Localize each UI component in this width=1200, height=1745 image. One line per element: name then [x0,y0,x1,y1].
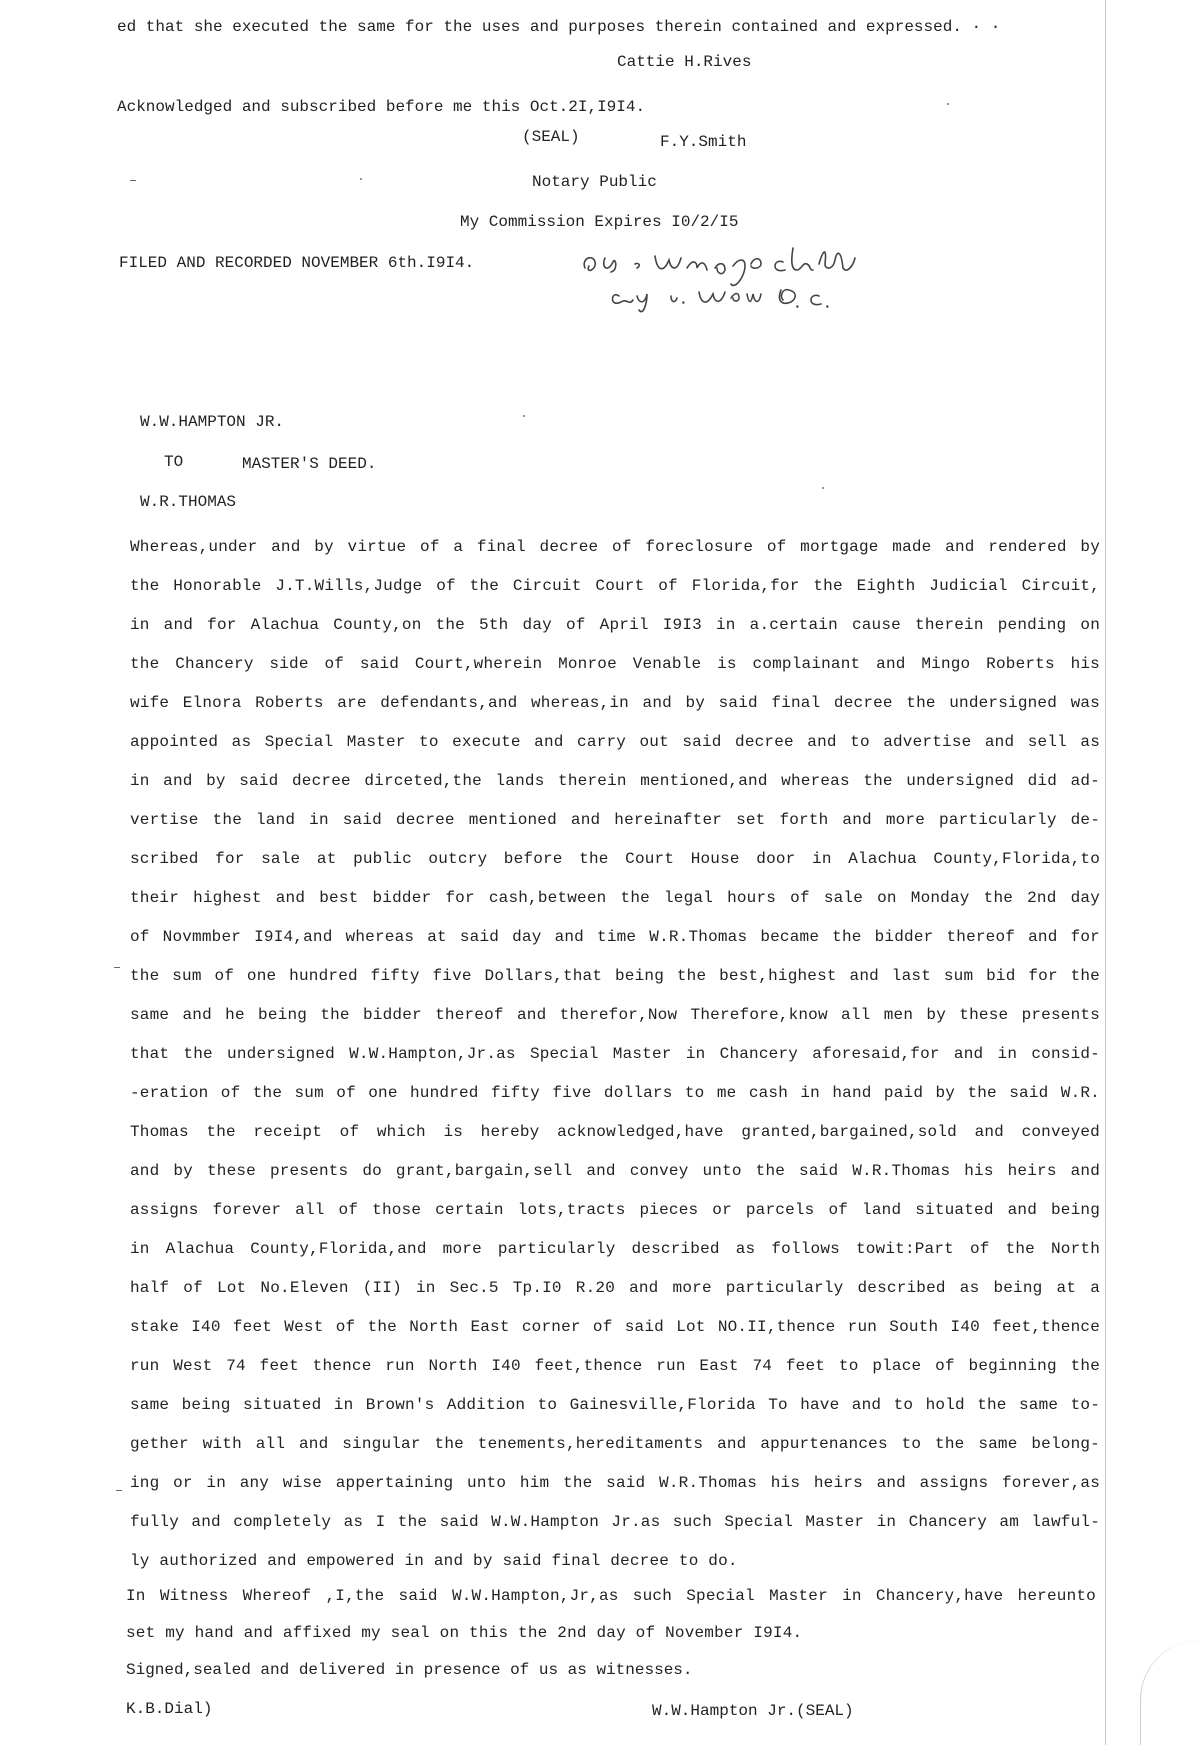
deed-body-line: same and he being the bidder thereof and therefor,Now Therefore,know all men by these presents [130,1006,1100,1024]
page-corner-curl [1140,1640,1200,1745]
deed-body-line: same being situated in Brown's Addition to Gainesville,Florida To have and to hold the same to- [130,1396,1100,1414]
filed-recorded: FILED AND RECORDED NOVEMBER 6th.I9I4. [119,254,475,272]
witness-name: K.B.Dial) [126,1700,213,1718]
page-edge [1105,0,1106,1745]
deed-body-line: in Alachua County,Florida,and more particularly described as follows towit:Part of the North [130,1240,1100,1258]
deed-body-line: gether with all and singular the tenements,hereditaments and appurtenances to the same belong- [130,1435,1100,1453]
deed-body-line: wife Elnora Roberts are defendants,and whereas,in and by said final decree the undersigned was [130,694,1100,712]
deed-body-line: ly authorized and empowered in and by said final decree to do. [130,1552,738,1570]
deed-body-line: stake I40 feet West of the North East corner of said Lot NO.II,thence run South I40 feet,thence [130,1318,1100,1336]
scan-speck [947,103,949,105]
deed-body-line: ing or in any wise appertaining unto him the said W.R.Thomas his heirs and assigns forever,as [130,1474,1100,1492]
deed-body-line: half of Lot No.Eleven (II) in Sec.5 Tp.I0 R.20 and more particularly described as being at a [130,1279,1100,1297]
commission-expires: My Commission Expires I0/2/I5 [460,213,739,231]
deed-body-line: -eration of the sum of one hundred fifty five dollars to me cash in hand paid by the said W.R. [130,1084,1100,1102]
deed-body-line: the Chancery side of said Court,wherein Monroe Venable is complainant and Mingo Roberts his [130,655,1100,673]
deed-body-line: assigns forever all of those certain lots,tracts pieces or parcels of land situated and being [130,1201,1100,1219]
deed-body-line: the sum of one hundred fifty five Dollars,that being the best,highest and last sum bid for the [130,967,1100,985]
margin-tick [130,180,136,181]
certificate-line-1: ed that she executed the same for the uses and purposes therein contained and expressed. · · [117,18,1001,36]
notary-name: F.Y.Smith [660,133,747,151]
grantor-signature: Cattie H.Rives [617,53,752,71]
deed-body-line: that the undersigned W.W.Hampton,Jr.as Special Master in Chancery aforesaid,for and in consid- [130,1045,1100,1063]
deed-type: MASTER'S DEED. [242,455,377,473]
deed-to: TO [164,453,184,471]
deed-body-line: their highest and best bidder for cash,between the legal hours of sale on Monday the 2nd day [130,889,1100,907]
deed-body-line: fully and completely as I the said W.W.Hampton Jr.as such Special Master in Chancery am lawful- [130,1513,1100,1531]
margin-tick [114,967,120,968]
master-signature: W.W.Hampton Jr.(SEAL) [652,1702,854,1720]
notary-seal: (SEAL) [522,128,580,146]
clerk-handwritten-signature [575,240,935,320]
notary-title: Notary Public [532,173,657,191]
deed-body-line: in and for Alachua County,on the 5th day of April I9I3 in a.certain cause therein pending on [130,616,1100,634]
scan-speck [822,487,824,489]
scan-speck [523,415,525,417]
deed-grantor: W.W.HAMPTON JR. [140,413,285,431]
scan-speck [360,178,362,180]
deed-body-line: vertise the land in said decree mentioned and hereinafter set forth and more particularly de- [130,811,1100,829]
deed-body-line: appointed as Special Master to execute and carry out said decree and to advertise and sell as [130,733,1100,751]
witness-clause-line: In Witness Whereof ,I,the said W.W.Hampton,Jr,as such Special Master in Chancery,have hereunto [126,1587,1096,1605]
deed-body-line: and by these presents do grant,bargain,sell and convey unto the said W.R.Thomas his heirs and [130,1162,1100,1180]
deed-body-line: scribed for sale at public outcry before the Court House door in Alachua County,Florida,to [130,850,1100,868]
signed-sealed-line: Signed,sealed and delivered in presence of us as witnesses. [126,1661,693,1679]
deed-grantee: W.R.THOMAS [140,493,237,511]
acknowledged-line: Acknowledged and subscribed before me this Oct.2I,I9I4. [117,98,646,116]
margin-tick [116,1490,122,1491]
deed-body-line: Whereas,under and by virtue of a final decree of foreclosure of mortgage made and rendered by [130,538,1100,556]
deed-body-line: in and by said decree dirceted,the lands therein mentioned,and whereas the undersigned did ad- [130,772,1100,790]
deed-body-line: the Honorable J.T.Wills,Judge of the Circuit Court of Florida,for the Eighth Judicial Circuit, [130,577,1100,595]
deed-body-line: run West 74 feet thence run North I40 feet,thence run East 74 feet to place of beginning the [130,1357,1100,1375]
deed-body-line: Thomas the receipt of which is hereby acknowledged,have granted,bargained,sold and conveyed [130,1123,1100,1141]
deed-body-line: of Novmmber I9I4,and whereas at said day and time W.R.Thomas became the bidder thereof and for [130,928,1100,946]
witness-clause-line: set my hand and affixed my seal on this the 2nd day of November I9I4. [126,1624,803,1642]
